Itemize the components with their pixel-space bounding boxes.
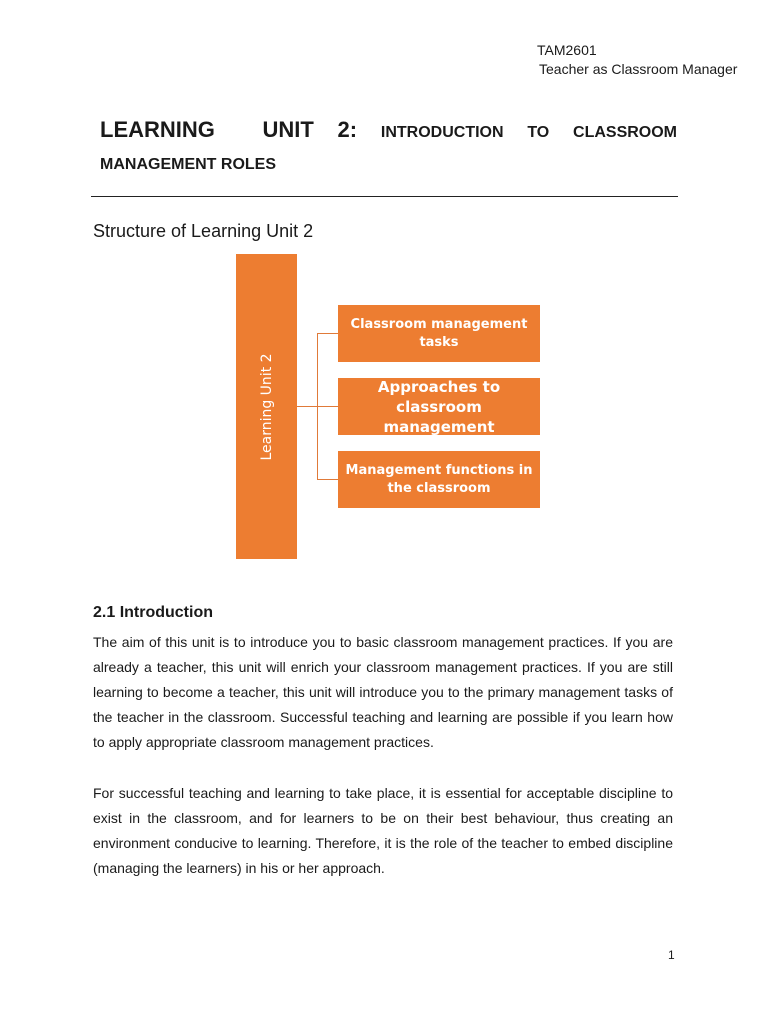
- unit-title-number: 2:: [337, 117, 358, 142]
- section-heading: 2.1 Introduction: [93, 604, 213, 621]
- unit-title-subtitle: INTRODUCTION TO CLASSROOM MANAGEMENT ROLES: [100, 124, 678, 173]
- topic-label-approaches: Approaches to classroom management: [377, 377, 501, 436]
- intro-paragraph-1: The aim of this unit is to introduce you to basic classroom management practices. If you are already a teacher, this unit will enrich your classroom management practices. If you are still learning to become a teacher, this unit will introduce you to the primary management tasks of the teacher in the classroom. Successful teaching and learning are possible if you learn how to apply appropriate classroom management practices.: [93, 634, 673, 750]
- course-code: TAM2601: [537, 42, 597, 58]
- unit-title-learning: LEARNING: [100, 117, 215, 142]
- structure-heading: Structure of Learning Unit 2: [93, 221, 314, 241]
- title-divider: [91, 196, 678, 197]
- unit-title-unit: UNIT: [262, 117, 314, 142]
- topic-label-functions: Management functions in the classroom: [345, 462, 533, 496]
- connector-stem: [297, 406, 317, 407]
- topic-label-tasks: Classroom management tasks: [350, 316, 528, 350]
- unit-title: [100, 114, 677, 181]
- page-number: 1: [668, 948, 675, 962]
- topic-box-functions: [338, 451, 540, 508]
- unit-bar: [236, 254, 297, 559]
- unit-bar-label: Learning Unit 2: [258, 352, 275, 461]
- connector-branch-2: [317, 406, 338, 407]
- connector-branch-1: [317, 333, 338, 334]
- topic-box-approaches: [338, 378, 540, 435]
- intro-paragraph-2: For successful teaching and learning to take place, it is essential for acceptable discipline to exist in the classroom, and for learners to be on their best behaviour, thus creating an environment conducive to learning. Therefore, it is the role of the teacher to embed discipline (managing the learners) in his or her approach.: [93, 785, 673, 876]
- topic-box-tasks: [338, 305, 540, 362]
- connector-branch-3: [317, 479, 338, 480]
- course-title: Teacher as Classroom Manager: [539, 61, 738, 77]
